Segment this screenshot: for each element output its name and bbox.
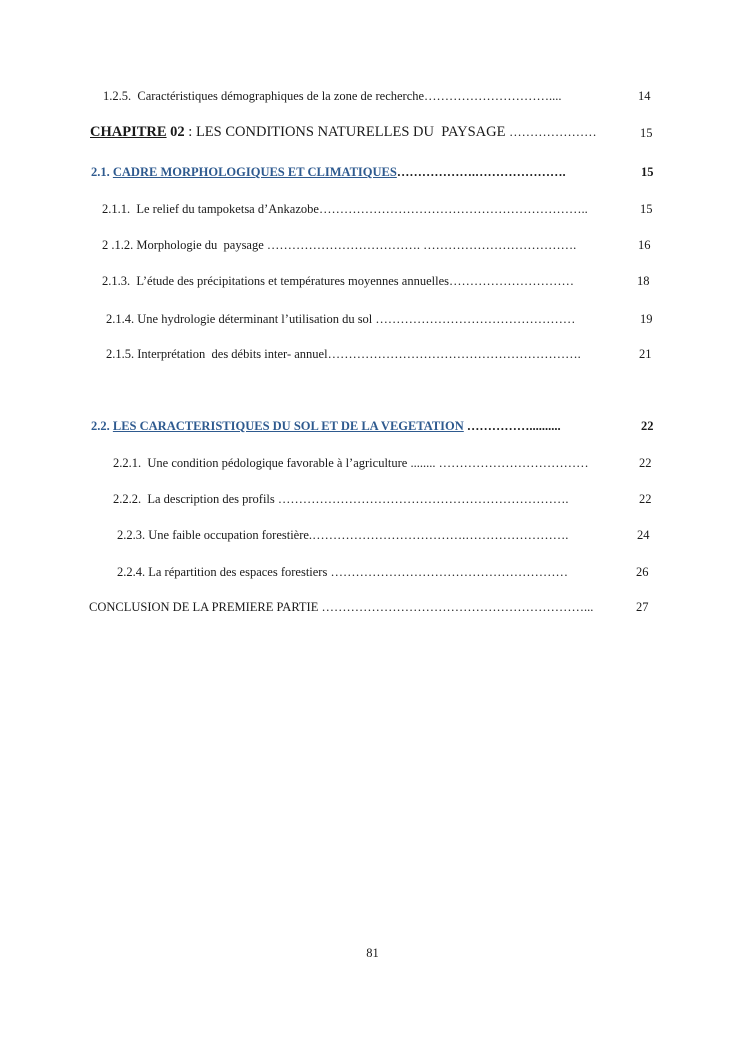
toc-page-number: 15 xyxy=(641,165,654,179)
toc-page-number: 15 xyxy=(640,126,653,140)
toc-entry xyxy=(117,528,568,543)
toc-page-number: 19 xyxy=(640,312,653,326)
toc-leader-dots: ……………….…………………. xyxy=(396,165,566,179)
toc-leader-dots: ……………………………………………………. xyxy=(327,347,581,361)
toc-leader-dots: ………………………………. ………………………………. xyxy=(266,238,577,252)
toc-leader-dots: ……………………………………………………….. xyxy=(318,202,588,216)
toc-chapter-heading xyxy=(90,124,597,141)
toc-entry-text: 2.1.1. Le relief du tampoketsa d’Ankazobe xyxy=(102,202,319,216)
toc-leader-dots: ………………………………………………………... xyxy=(321,600,594,614)
section-title: LES CARACTERISTIQUES DU SOL ET DE LA VEGETATION xyxy=(112,419,464,433)
toc-entry xyxy=(89,600,593,615)
toc-page-number: 18 xyxy=(637,274,650,288)
toc-entry-text: 2 .1.2. Morphologie du paysage xyxy=(102,238,267,252)
toc-entry-text: 2.1.5. Interprétation des débits inter- annuel xyxy=(106,347,328,361)
toc-page-number: 22 xyxy=(639,492,652,506)
toc-leader-dots: ……………………………………………………………. xyxy=(277,492,569,506)
toc-leader-dots: ……………………………….……………………. xyxy=(312,528,569,542)
toc-page-number: 15 xyxy=(640,202,653,216)
section-number: 2.1. xyxy=(91,165,113,179)
toc-entry-text: 2.2.2. La description des profils xyxy=(113,492,278,506)
chapter-title: : LES CONDITIONS NATURELLES DU PAYSAGE xyxy=(184,124,510,140)
toc-section-heading xyxy=(91,165,566,180)
toc-leader-dots: ………………………… xyxy=(449,274,575,288)
toc-entry-text: 1.2.5. Caractéristiques démographiques de la zone de recherche xyxy=(103,89,425,103)
toc-entry xyxy=(102,238,576,253)
toc-entry-text: CONCLUSION DE LA PREMIERE PARTIE xyxy=(89,600,322,614)
toc-page-number: 22 xyxy=(639,456,652,470)
toc-page-number: 24 xyxy=(637,528,650,542)
toc-entry-text: 2.1.4. Une hydrologie déterminant l’utilisation du sol xyxy=(106,312,376,326)
chapter-number: 02 xyxy=(170,124,185,140)
toc-leader-dots: ……………………………… xyxy=(438,456,589,470)
section-number: 2.2. xyxy=(91,419,113,433)
toc-page-number: 22 xyxy=(641,419,654,433)
toc-entry xyxy=(113,456,589,471)
toc-entry xyxy=(103,89,562,104)
toc-entry-text: 2.2.3. Une faible occupation forestière. xyxy=(117,528,313,542)
toc-page-number: 21 xyxy=(639,347,652,361)
toc-page-number: 16 xyxy=(638,238,651,252)
toc-page-number: 27 xyxy=(636,600,649,614)
page-footer-number: 81 xyxy=(366,946,379,960)
toc-section-heading xyxy=(91,419,561,434)
section-title: CADRE MORPHOLOGIQUES ET CLIMATIQUES xyxy=(112,165,397,179)
toc-page-number: 14 xyxy=(638,89,651,103)
toc-leader-dots: ………………………………………… xyxy=(375,312,576,326)
toc-entry xyxy=(113,492,569,507)
toc-entry-text: 2.2.4. La répartition des espaces forestiers xyxy=(117,565,331,579)
toc-leader-dots: ………………… xyxy=(509,125,597,139)
toc-entry xyxy=(106,347,581,362)
toc-leader-dots: …………….......... xyxy=(463,419,561,433)
toc-entry xyxy=(106,312,575,327)
chapter-label: CHAPITRE xyxy=(90,124,167,140)
toc-entry-text: 2.1.3. L’étude des précipitations et températures moyennes annuelles xyxy=(102,274,450,288)
toc-entry-text: 2.2.1. Une condition pédologique favorable à l’agriculture ........ xyxy=(113,456,439,470)
toc-leader-dots: ………………………………………………… xyxy=(330,565,568,579)
toc-entry xyxy=(117,565,568,580)
toc-page-number: 26 xyxy=(636,565,649,579)
toc-entry xyxy=(102,202,588,217)
toc-leader-dots: ………………………….... xyxy=(424,89,562,103)
toc-entry xyxy=(102,274,574,289)
